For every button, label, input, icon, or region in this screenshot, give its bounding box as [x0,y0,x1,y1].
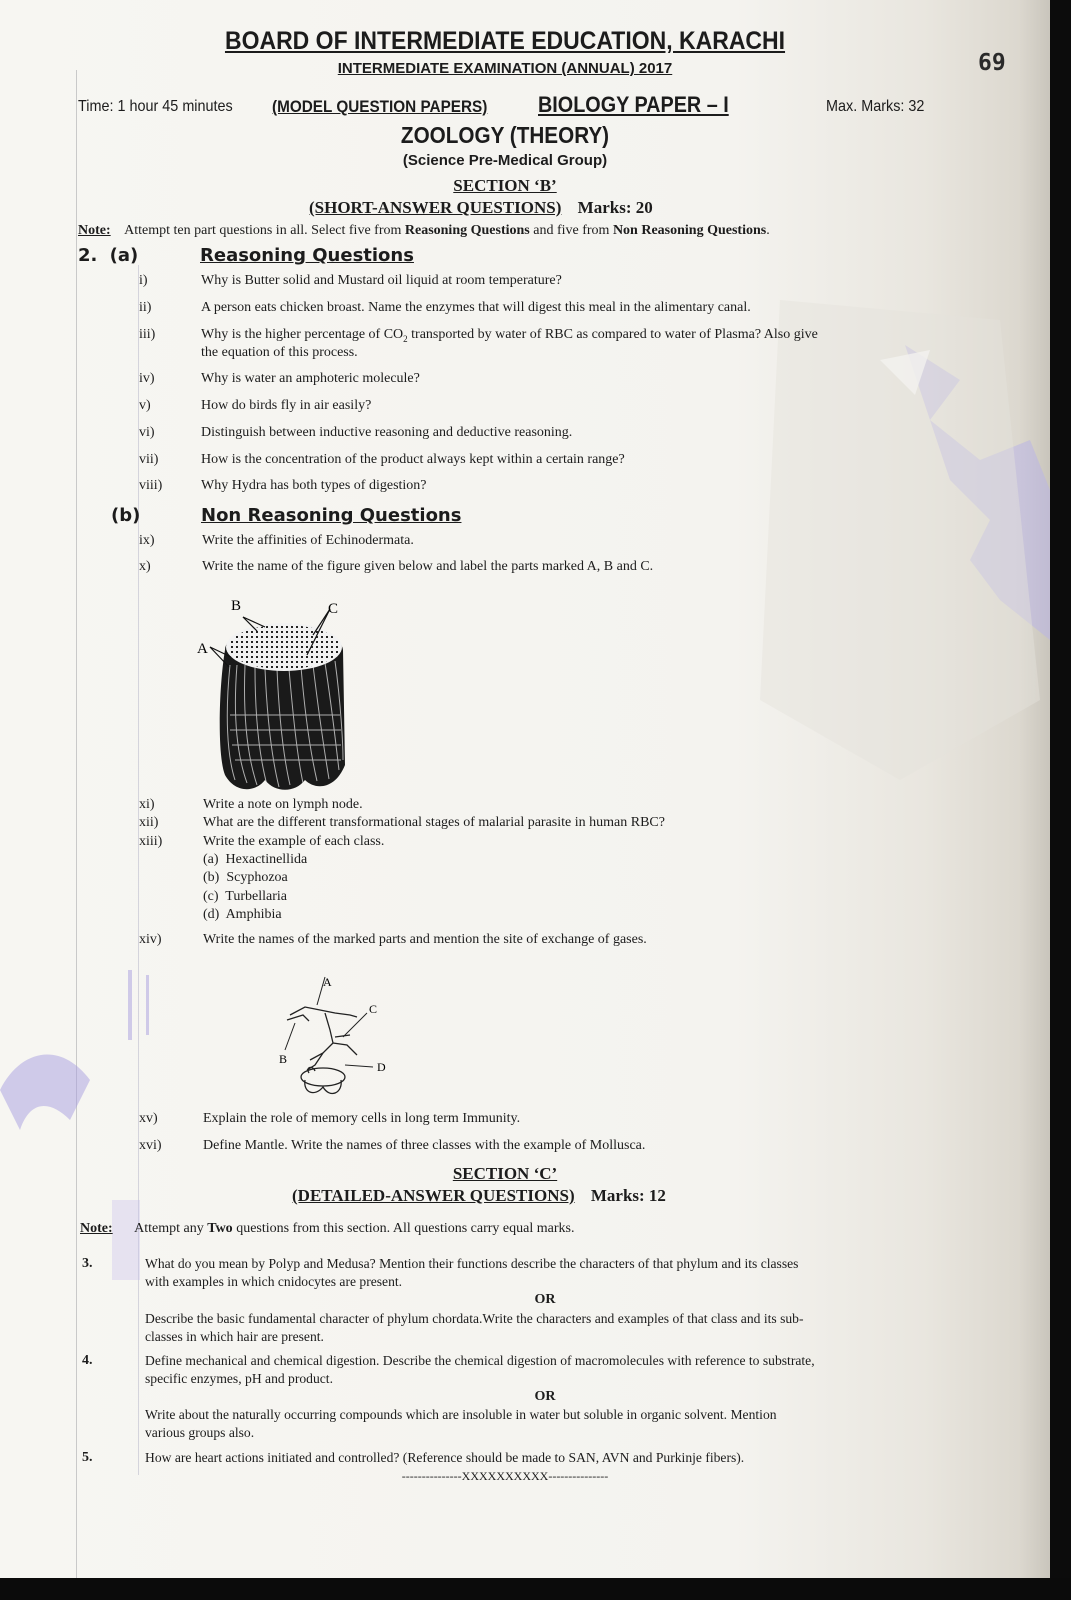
question-4-alt: Write about the naturally occurring compounds which are insoluble in water but soluble in organic solvent. Mention [145,1407,777,1422]
question-x: Write the name of the figure given below and label the parts marked A, B and C. [202,559,654,574]
question-iii-line2: the equation of this process. [201,345,358,360]
question-xvi: Define Mantle. Write the names of three classes with the example of Mollusca. [203,1138,646,1153]
question-iii: Why is the higher percentage of $CO_2$ transported by water of RBC as compared to water of Plasma? Also give [201,327,818,344]
board-title: BOARD OF INTERMEDIATE EDUCATION, KARACHI [224,27,786,55]
max-marks: Max. Marks: 32 [826,98,925,115]
question-xi: Write a note on lymph node. [203,797,363,812]
part-b-label: (b) [111,505,141,526]
section-c-marks: Marks: 12 [590,1186,666,1205]
question-ix: Write the affinities of Echinodermata. [202,533,414,548]
question-4: Define mechanical and chemical digestion. Describe the chemical digestion of macromolecules with reference to substrate, [145,1353,815,1368]
svg-text:A: A [197,641,208,657]
note-label: Note: [78,223,111,238]
question-i: Why is Butter solid and Mustard oil liquid at room temperature? [201,273,562,288]
scan-edge-bottom [0,1578,1071,1600]
svg-text:B: B [279,1052,288,1066]
or-separator: OR [534,1389,556,1404]
question-ii: A person eats chicken broast. Name the enzymes that will digest this meal in the alimentary canal. [201,300,751,315]
class-turbellaria: Turbellaria [225,889,287,904]
question-3-alt: Describe the basic fundamental character of phylum chordata.Write the characters and examples of that class and its sub- [145,1311,804,1326]
svg-text:B: B [231,598,242,614]
question-xiv: Write the names of the marked parts and mention the site of exchange of gases. [203,932,647,947]
section-b-note: Note: Attempt ten part questions in all. Select five from Reasoning Questions and five from Non Reasoning Questions. [78,223,770,238]
question-v: How do birds fly in air easily? [201,398,372,413]
time-allowed: Time: 1 hour 45 minutes [78,98,233,115]
section-b-subtitle: (SHORT-ANSWER QUESTIONS) [309,198,562,217]
scan-edge-right [1050,0,1071,1600]
question-xii: What are the different transformational stages of malarial parasite in human RBC? [203,815,665,830]
page-number: 69 [978,50,1006,76]
exam-page: BOARD OF INTERMEDIATE EDUCATION, KARACHI INTERMEDIATE EXAMINATION (ANNUAL) 2017 69 Time: 1 hour 45 minutes (MODEL QUESTION PAPERS) BIOLOGY PAPER – I Max. Marks: 32 ZOOLOGY (THEORY) (Science Pre-Medical Group) SECTION ‘B’ (SHORT-ANSWER QUESTIONS) Marks: 20 Note: Attempt ten part questions in all. Select five from Reasoning Questions and five from Non Reasoning Questions. 2. (a) Reasoning Questions i) Why is Butter solid and Mustard oil liquid at room temperature? ii) A person eats chicken broast. Name the enzymes that will digest this meal in the alimentary canal. iii) Why is the higher percentage of $CO_2$ transported by water of RBC as compared to water of Plasma? Also give the equation of this process. iv) Why is water an amphoteric molecule? v) How do birds fly in air easily? vi) Distinguish between inductive reasoning and deductive reasoning. vii) How is the concentration of the product always kept within a certain range? viii) Why Hydra has both types of digestion? (b) Non Reasoning Questions ix) Write the affinities of Echinodermata. x) Write the name of the figure given below and label the parts marked A, B and C. B C A xi) Write a note on lymph node. xii) What are the different transformational stages of malarial parasite in human RBC? xiii) Write the example of each class. (a) Hexactinellida (b) Scyphozoa (c) Turbellaria (d) Amphibia xiv) Write the names of the marked parts and mention the site of exchange of gases. A C B D xv) Explain the role of memory cells in long term Immunity. xvi) Define Mantle. Write the names of three classes with the example of Mollusca. SECTION ‘C’ (DETAILED-ANSWER QUESTIONS) Marks: 12 Note: Attempt any Two questions from this section. All questions carry equal marks. 3. What do you mean by Polyp and Medusa? Mention their functions describe the characters of that phylum and its classes with examples in which cnidocytes are present. OR Describe the basic fundamental character of phylum chordata.Write the characters and examples of that class and its sub- classes in which hair are present. 4. Define mechanical and chemical digestion. Describe the chemical digestion of macromolecules with reference to substrate, specific enzymes, pH and product. OR Write about the naturally occurring compounds which are insoluble in water but soluble in organic solvent. Mention various groups also. 5. How are heart actions initiated and controlled? (Reference should be made to SAN, AVN and Purkinje fibers). ---------------XXXXXXXXXX--------------- [0,0,1050,1578]
figure-sponge-diagram [195,595,375,795]
section-c-note: Note: Attempt any Two questions from this section. All questions carry equal marks. [80,1221,575,1236]
section-c-subtitle: (DETAILED-ANSWER QUESTIONS) [292,1186,575,1205]
section-b-title: SECTION ‘B’ [453,176,557,195]
class-hexactinellida: Hexactinellida [225,852,308,867]
svg-text:D: D [377,1060,386,1074]
section-b-marks: Marks: 20 [577,198,653,217]
section-c-subtitle-row [292,1186,666,1206]
class-scyphozoa: Scyphozoa [226,870,288,885]
question-vi: Distinguish between inductive reasoning and deductive reasoning. [201,425,573,440]
svg-text:A: A [323,975,332,989]
section-b-subtitle-row [309,198,653,218]
question-iv: Why is water an amphoteric molecule? [201,371,420,386]
figure-respiratory-diagram [275,975,405,1105]
subject-title: ZOOLOGY (THEORY) [400,122,610,148]
question-viii: Why Hydra has both types of digestion? [201,478,427,493]
question-3: What do you mean by Polyp and Medusa? Mention their functions describe the characters of that phylum and its classes [145,1256,799,1271]
group-title: (Science Pre-Medical Group) [402,152,608,169]
model-papers-label: (MODEL QUESTION PAPERS) [272,97,488,116]
paper-title: BIOLOGY PAPER – I [538,92,729,117]
class-amphibia: Amphibia [225,907,282,922]
reasoning-heading: Reasoning Questions [200,245,414,266]
end-marker: ---------------XXXXXXXXXX--------------- [401,1469,609,1483]
exam-title: INTERMEDIATE EXAMINATION (ANNUAL) 2017 [337,60,673,77]
question-vii: How is the concentration of the product always kept within a certain range? [201,452,625,467]
or-separator: OR [534,1292,556,1307]
non-reasoning-heading: Non Reasoning Questions [201,505,462,526]
question-5: How are heart actions initiated and controlled? (Reference should be made to SAN, AVN and Purkinje fibers). [145,1450,745,1465]
svg-text:C: C [328,601,339,617]
question-xv: Explain the role of memory cells in long term Immunity. [203,1111,521,1126]
svg-text:C: C [369,1002,378,1016]
section-c-title: SECTION ‘C’ [452,1164,558,1183]
question-xiii: Write the example of each class. [203,834,385,849]
question-2-number: 2. (a) [78,245,139,266]
